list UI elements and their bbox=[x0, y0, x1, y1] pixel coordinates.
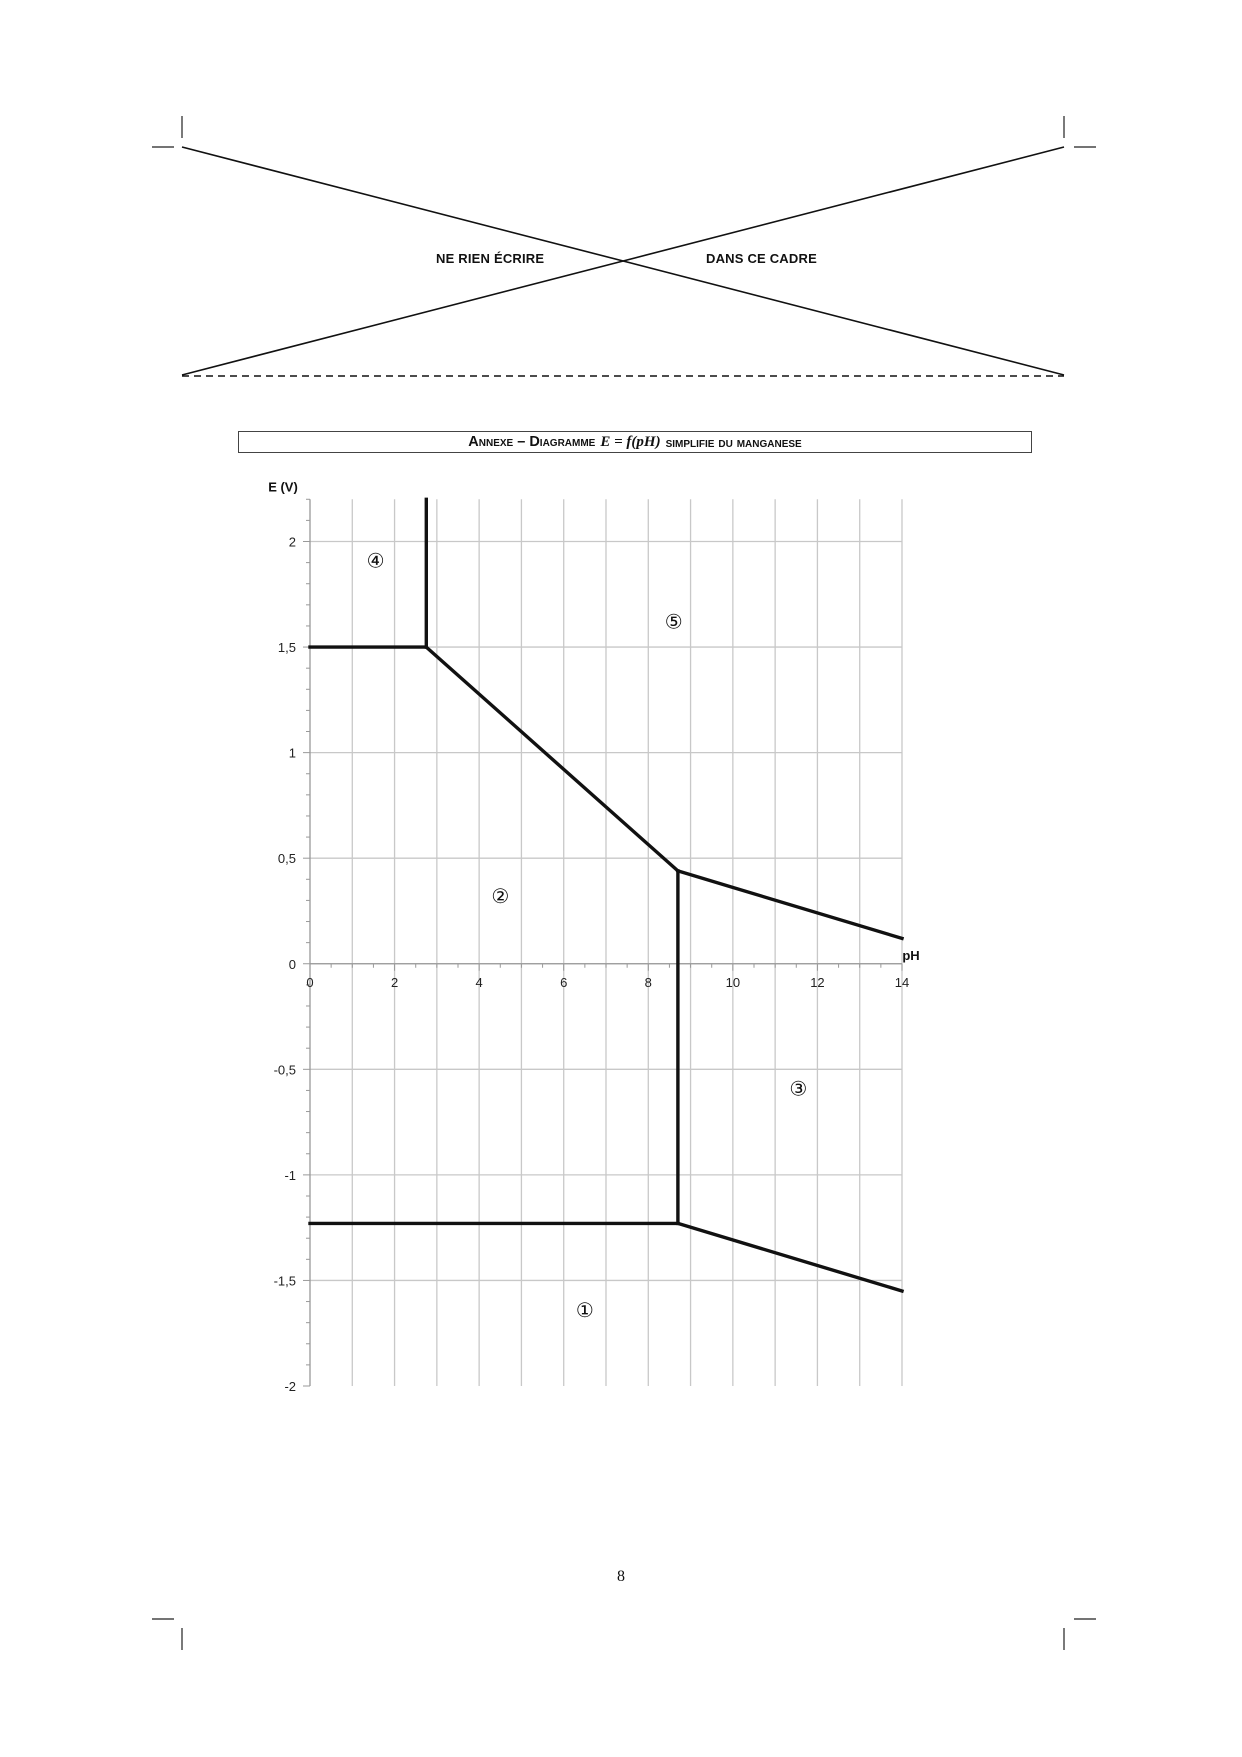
no-write-banner-left: NE RIEN ÉCRIRE bbox=[436, 251, 545, 266]
x-tick-label: 8 bbox=[644, 974, 652, 990]
boundary-line bbox=[426, 647, 678, 871]
x-axis-title: pH bbox=[902, 947, 920, 963]
y-tick-label: -1,5 bbox=[273, 1273, 296, 1289]
chart-axes bbox=[303, 499, 902, 1386]
annex-title-formula: E = f(pH) bbox=[600, 433, 661, 450]
y-tick-label: -1 bbox=[284, 1167, 296, 1183]
y-tick-label: -2 bbox=[284, 1379, 296, 1394]
domain-label: ④ bbox=[366, 548, 385, 573]
x-tick-label: 6 bbox=[560, 974, 568, 990]
x-tick-label: 0 bbox=[306, 974, 314, 990]
annex-title-part2: simplifie du manganese bbox=[665, 434, 802, 450]
y-tick-label: 1,5 bbox=[277, 640, 296, 656]
x-tick-label: 10 bbox=[725, 974, 741, 990]
y-tick-label: 0 bbox=[288, 956, 296, 972]
domain-label: ⑤ bbox=[664, 609, 683, 634]
x-tick-label: 4 bbox=[475, 974, 483, 990]
x-tick-label: 2 bbox=[390, 974, 399, 990]
page-number: 8 bbox=[617, 1568, 625, 1585]
boundary-line bbox=[678, 871, 902, 939]
annex-title-part1: Annexe – Diagramme bbox=[468, 434, 596, 450]
no-write-banner-right: DANS CE CADRE bbox=[706, 251, 817, 266]
domain-label: ③ bbox=[789, 1076, 808, 1101]
y-tick-label: 1 bbox=[288, 745, 296, 761]
chart-labels bbox=[268, 479, 919, 1394]
x-tick-label: 14 bbox=[894, 974, 910, 990]
domain-label: ② bbox=[491, 884, 510, 909]
y-tick-label: 0,5 bbox=[277, 851, 296, 867]
y-tick-label: -0,5 bbox=[273, 1062, 296, 1078]
domain-label: ① bbox=[575, 1297, 594, 1322]
y-tick-label: 2 bbox=[288, 534, 296, 550]
y-axis-title: E (V) bbox=[268, 479, 298, 495]
chart-grid bbox=[310, 499, 902, 1386]
x-tick-label: 12 bbox=[810, 974, 825, 990]
